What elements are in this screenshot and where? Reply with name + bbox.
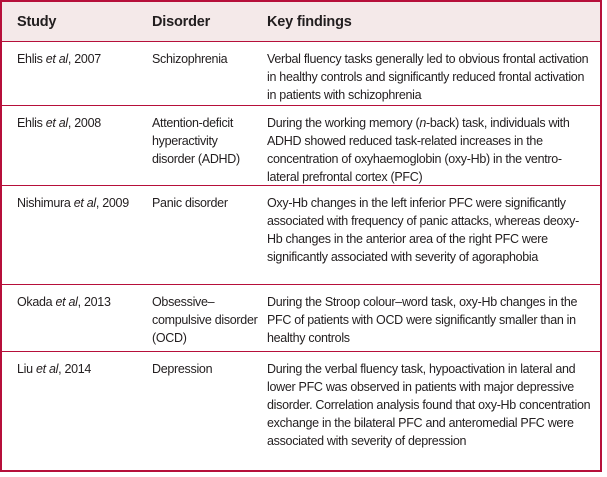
column-header-study: Study: [17, 14, 57, 30]
findings-cell: During the Stroop colour–word task, oxy-Hb changes in the PFC of patients with OCD were significantly smaller than in healthy controls: [267, 295, 578, 345]
study-cell: Okada et al, 2013: [17, 295, 111, 309]
table-header-row: [2, 2, 600, 42]
table-row: [2, 285, 600, 352]
findings-cell: During the verbal fluency task, hypoactivation in lateral and lower PFC was observed in patients with major depressive disorder. Correlation analysis found that oxy-Hb concentration exchange in the bilateral PFC and anteromedial PFC were associated with severity of depression: [267, 362, 591, 448]
table-row: [2, 186, 600, 285]
study-cell: Ehlis et al, 2008: [17, 116, 101, 130]
findings-cell: Oxy-Hb changes in the left inferior PFC were significantly associated with frequency of panic attacks, whereas deoxy-Hb changes in the anterior area of the right PFC were significantly associated with severity of agoraphobia: [267, 196, 579, 264]
column-header-disorder: Disorder: [152, 14, 211, 30]
table-row: [2, 42, 600, 106]
findings-cell: Verbal fluency tasks generally led to obvious frontal activation in healthy controls and significantly reduced frontal activation in patients with schizophrenia: [267, 52, 589, 102]
disorder-cell: Panic disorder: [152, 196, 228, 210]
study-cell: Liu et al, 2014: [17, 362, 92, 376]
disorder-cell: Attention-deficit hyperactivity disorder (ADHD): [152, 116, 240, 166]
column-header-key-findings: Key findings: [267, 14, 352, 30]
disorder-cell: Depression: [152, 362, 213, 376]
study-cell: Ehlis et al, 2007: [17, 52, 101, 66]
disorder-cell: Schizophrenia: [152, 52, 228, 66]
findings-cell: During the working memory (n-back) task, individuals with ADHD showed reduced task-related increases in the concentration of oxyhaemoglobin (oxy-Hb) in the ventro-lateral prefrontal cortex (PFC): [267, 116, 570, 184]
study-cell: Nishimura et al, 2009: [17, 196, 129, 210]
disorder-cell: Obsessive–compulsive disorder (OCD): [152, 295, 258, 345]
table-row: [2, 352, 600, 469]
table-row: [2, 106, 600, 186]
